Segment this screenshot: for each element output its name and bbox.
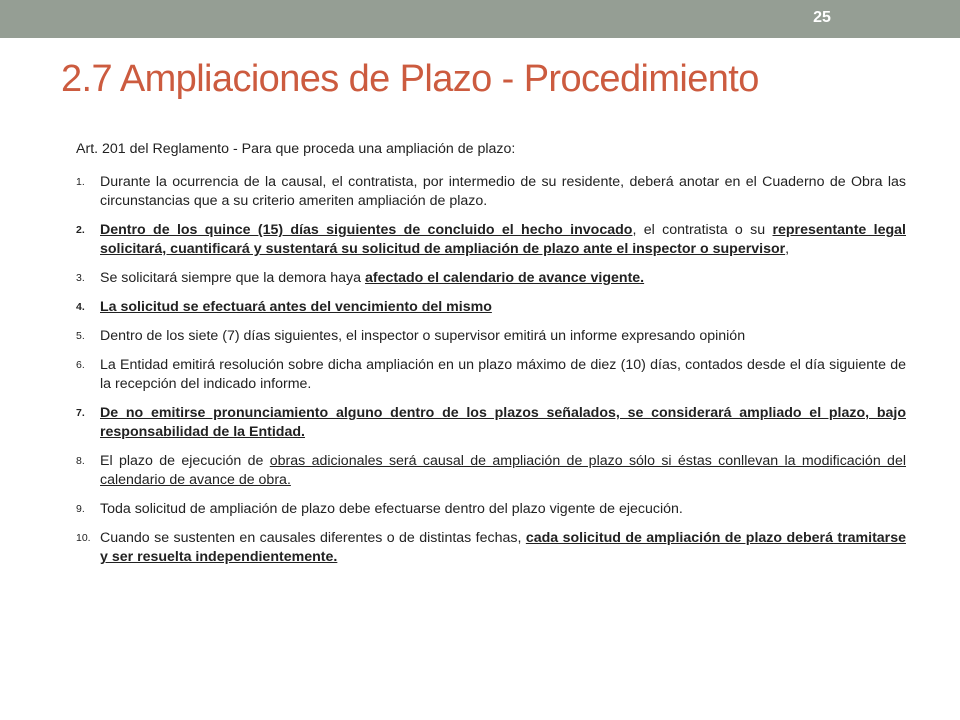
item-text: Toda solicitud de ampliación de plazo debe efectuarse dentro del plazo vigente de ejecución.: [100, 501, 683, 517]
list-item-4: [76, 298, 906, 317]
item-text: [100, 221, 906, 259]
item-number: 5.: [76, 330, 85, 342]
item-number: 10.: [76, 532, 91, 544]
item-text: Durante la ocurrencia de la causal, el contratista, por intermedio de su residente, deberá anotar en el Cuaderno de Obra las circunstancias que a su criterio ameriten ampliación de plazo.: [100, 174, 906, 209]
item-text: [100, 298, 906, 317]
list-item-9: [76, 500, 906, 519]
top-bar: [0, 0, 960, 38]
list-item-3: [76, 269, 906, 288]
item-text-segment: , el contratista o su: [632, 222, 773, 238]
item-number: 4.: [76, 301, 85, 313]
item-number: 8.: [76, 455, 85, 467]
item-number: 7.: [76, 407, 85, 419]
item-text: [100, 452, 906, 490]
slide-content: [76, 140, 906, 577]
emphasis-request: La solicitud se efectuará antes del vencimiento del mismo: [100, 299, 492, 315]
intro-text: Art. 201 del Reglamento - Para que proceda una ampliación de plazo:: [76, 141, 516, 157]
emphasis-deadline: Dentro de los quince (15) días siguientes de concluido el hecho invocado: [100, 222, 633, 238]
item-number: 1.: [76, 176, 85, 188]
slide-title: 2.7 Ampliaciones de Plazo - Procedimiento: [61, 58, 759, 100]
emphasis-calendar: afectado el calendario de avance vigente.: [364, 270, 645, 286]
item-number: 9.: [76, 503, 85, 515]
procedure-list: [76, 173, 906, 567]
list-item-5: [76, 327, 906, 346]
emphasis-independent: cada solicitud de ampliación de plazo deberá tramitarse y ser resuelta independientemente.: [100, 530, 906, 565]
item-text: [100, 404, 906, 442]
item-text-segment: Se solicitará siempre que la demora haya: [100, 270, 365, 286]
list-item-7: [76, 404, 906, 442]
item-text-segment: Cuando se sustenten en causales diferentes o de distintas fechas,: [100, 530, 526, 546]
list-item-1: [76, 173, 906, 211]
list-item-6: [76, 356, 906, 394]
list-item-10: [76, 529, 906, 567]
item-text: Dentro de los siete (7) días siguientes, el inspector o supervisor emitirá un informe expresando opinión: [100, 328, 746, 344]
item-text-segment: El plazo de ejecución de: [100, 453, 270, 469]
list-item-8: [76, 452, 906, 490]
item-text-segment: ,: [785, 241, 790, 257]
list-item-2: [76, 221, 906, 259]
emphasis-no-pronouncement: De no emitirse pronunciamiento alguno dentro de los plazos señalados, se considerará ampliado el plazo, bajo responsabilidad de la Entidad.: [100, 405, 906, 440]
item-number: 6.: [76, 359, 85, 371]
item-number: 3.: [76, 272, 85, 284]
item-text: [100, 529, 906, 567]
slide-number: 25: [813, 9, 831, 26]
item-text: [100, 269, 906, 288]
emphasis-additional-works: obras adicionales será causal de ampliación de plazo sólo si éstas conllevan la modificación del calendario de avance de obra.: [100, 453, 906, 488]
item-number: 2.: [76, 224, 85, 236]
item-text: La Entidad emitirá resolución sobre dicha ampliación en un plazo máximo de diez (10) días, contados desde el día siguiente de la recepción del indicado informe.: [100, 357, 906, 392]
emphasis-representative: representante legal solicitará, cuantificará y sustentará su solicitud de ampliación de plazo ante el inspector o supervisor: [100, 222, 906, 257]
